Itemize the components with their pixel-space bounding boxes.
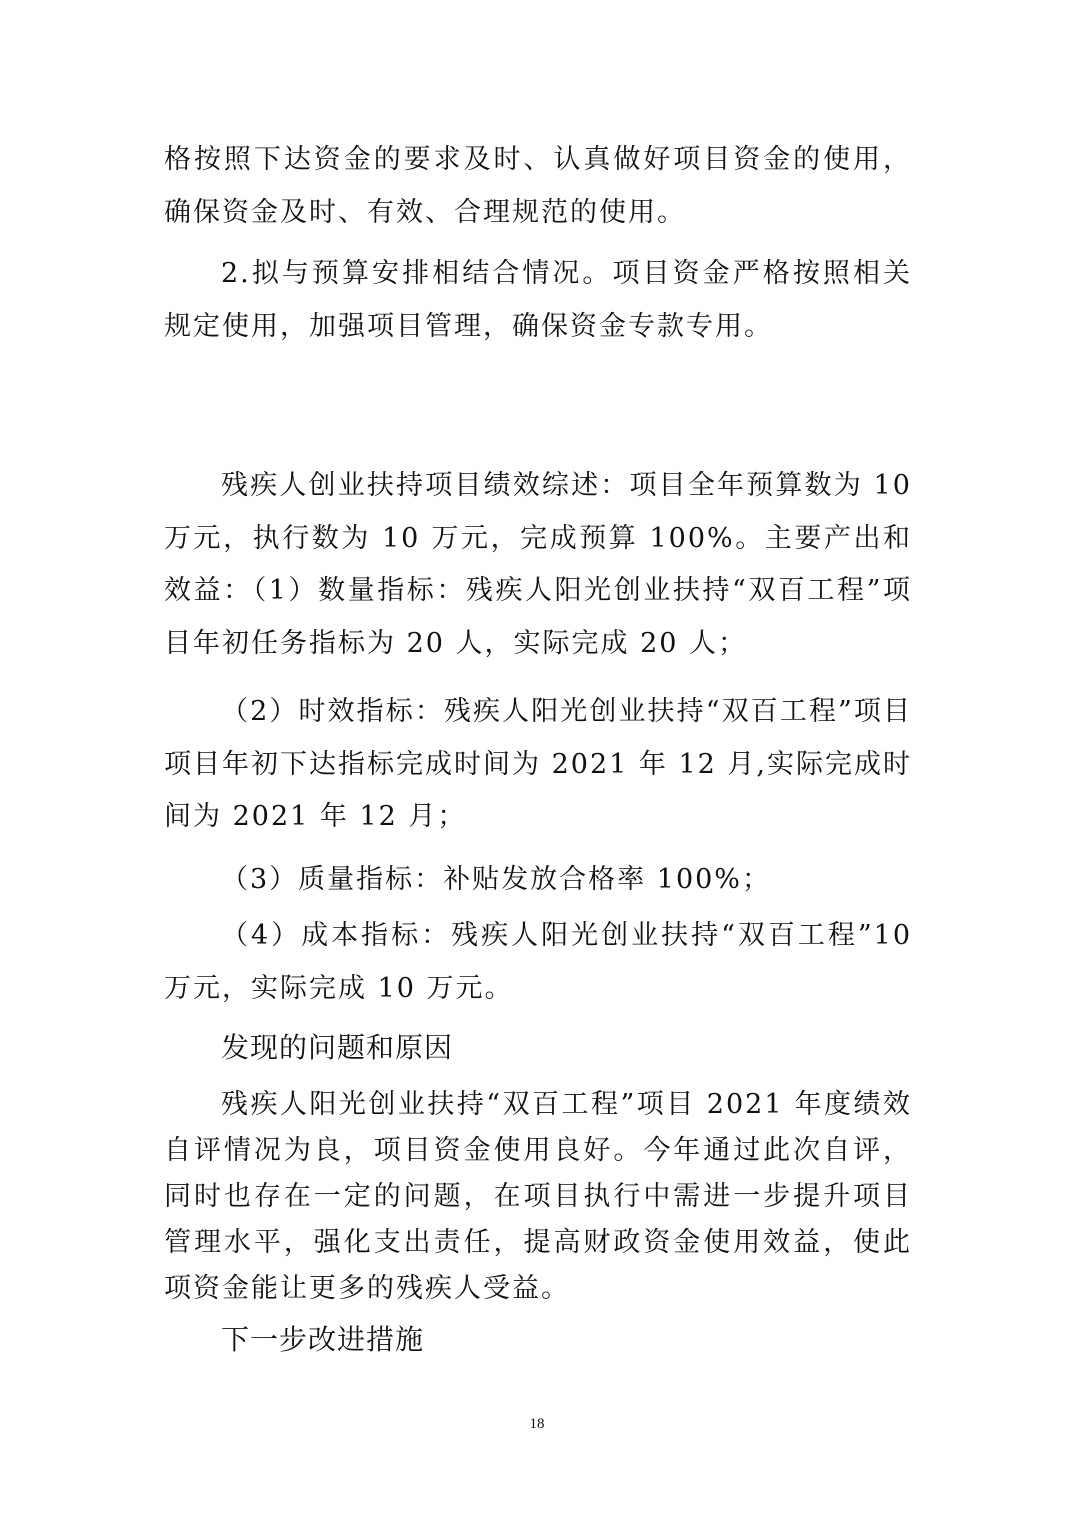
paragraph-cost-indicator: （4）成本指标：残疾人阳光创业扶持“双百工程”10 万元，实际完成 10 万元。: [164, 920, 912, 1004]
paragraph-fund-usage: 格按照下达资金的要求及时、认真做好项目资金的使用，确保资金及时、有效、合理规范的使用。: [164, 144, 912, 228]
paragraph-budget-arrangement: 2.拟与预算安排相结合情况。项目资金严格按照相关规定使用，加强项目管理，确保资金专款专用。: [164, 258, 912, 342]
page-number: 18: [529, 1416, 545, 1432]
paragraph-quality-indicator: （3）质量指标：补贴发放合格率 100%；: [221, 864, 771, 895]
heading-problems-and-causes: 发现的问题和原因: [221, 1031, 454, 1064]
paragraph-timeliness-indicator: （2）时效指标：残疾人阳光创业扶持“双百工程”项目项目年初下达指标完成时间为 2021 年 12 月,实际完成时间为 2021 年 12 月；: [164, 696, 912, 832]
paragraph-self-evaluation: 残疾人阳光创业扶持“双百工程”项目 2021 年度绩效自评情况为良，项目资金使用良好。今年通过此次自评，同时也存在一定的问题，在项目执行中需进一步提升项目管理水平，强化支出责任，提高财政资金使用效益，使此项资金能让更多的残疾人受益。: [164, 1089, 912, 1304]
heading-next-steps: 下一步改进措施: [221, 1323, 425, 1356]
paragraph-performance-summary: 残疾人创业扶持项目绩效综述：项目全年预算数为 10 万元，执行数为 10 万元，完成预算 100%。主要产出和效益：（1）数量指标：残疾人阳光创业扶持“双百工程”项目年初任务指标为 20 人，实际完成 20 人；: [164, 470, 912, 659]
